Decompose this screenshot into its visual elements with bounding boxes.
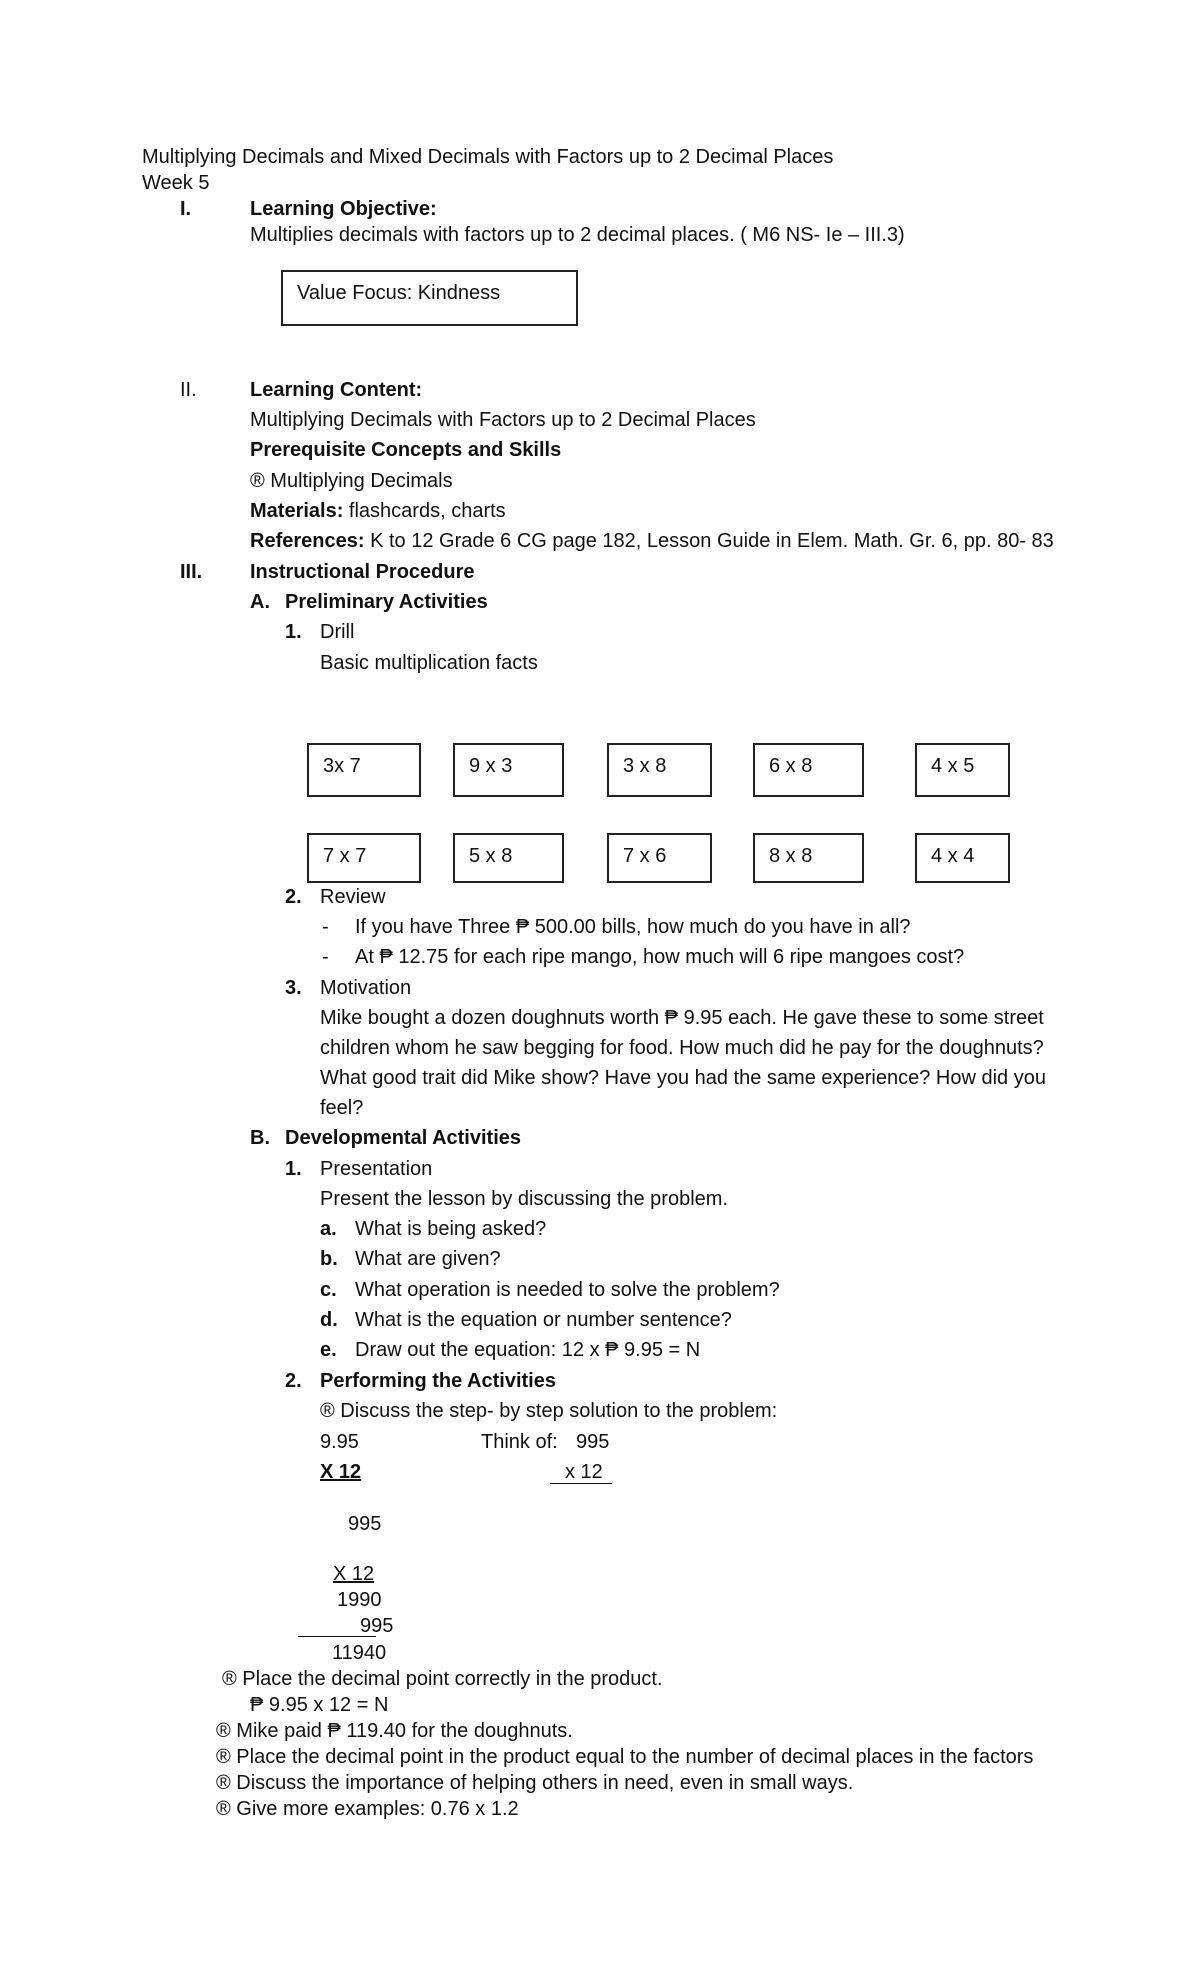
- question-text: What is being asked?: [355, 1218, 547, 1240]
- review-item: If you have Three ₱ 500.00 bills, how much do you have in all?: [355, 916, 911, 938]
- discuss-text: ® Discuss the step- by step solution to the problem:: [320, 1400, 778, 1422]
- think-multiplier: x 12: [565, 1461, 603, 1483]
- long-multiplicand: 995: [348, 1513, 382, 1535]
- flashcard-text: 6 x 8: [769, 755, 813, 777]
- flashcard-text: 4 x 5: [931, 755, 975, 777]
- motivation-heading: Motivation: [320, 977, 412, 999]
- question-text: What is the equation or number sentence?: [355, 1309, 732, 1331]
- mike-paid-text: ® Mike paid ₱ 119.40 for the doughnuts.: [216, 1720, 573, 1742]
- prerequisite-item: ® Multiplying Decimals: [250, 470, 453, 492]
- learning-objective-text: Multiplies decimals with factors up to 2 decimal places. ( M6 NS- Ie – III.3): [250, 224, 905, 246]
- performing-number: 2.: [285, 1370, 302, 1392]
- calc-multiplicand: 9.95: [320, 1431, 359, 1453]
- section-2-number: II.: [180, 379, 197, 401]
- motivation-number: 3.: [285, 977, 302, 999]
- question-letter: c.: [320, 1279, 337, 1301]
- think-label: Think of:: [481, 1431, 558, 1453]
- importance-text: ® Discuss the importance of helping others in need, even in small ways.: [216, 1772, 854, 1794]
- flashcard-text: 5 x 8: [469, 845, 513, 867]
- review-dash: -: [322, 916, 329, 938]
- flashcard-text: 3 x 8: [623, 755, 667, 777]
- references-text: K to 12 Grade 6 CG page 182, Lesson Guide in Elem. Math. Gr. 6, pp. 80- 83: [364, 530, 1054, 552]
- section-1-number: I.: [180, 198, 192, 220]
- section-1-heading: Learning Objective:: [250, 198, 437, 220]
- question-letter: d.: [320, 1309, 338, 1331]
- flashcard-text: 7 x 7: [323, 845, 367, 867]
- drill-text: Basic multiplication facts: [320, 652, 538, 674]
- motivation-line: feel?: [320, 1097, 364, 1119]
- flashcard-text: 7 x 6: [623, 845, 667, 867]
- flashcard: [915, 743, 1010, 797]
- question-letter: e.: [320, 1339, 337, 1361]
- part-b-label: B.: [250, 1127, 270, 1149]
- drill-heading: Drill: [320, 621, 355, 643]
- flashcard: [453, 743, 564, 797]
- references-line: [250, 529, 1054, 553]
- part-a-heading: Preliminary Activities: [285, 591, 488, 613]
- flashcard: [753, 833, 864, 883]
- section-3-number: III.: [180, 561, 203, 583]
- flashcard: [607, 743, 712, 797]
- materials-line: [250, 499, 506, 523]
- prerequisite-heading: Prerequisite Concepts and Skills: [250, 439, 562, 461]
- section-2-heading: Learning Content:: [250, 379, 423, 401]
- references-label: References:: [250, 530, 365, 552]
- document-title: Multiplying Decimals and Mixed Decimals with Factors up to 2 Decimal Places: [142, 146, 834, 168]
- value-focus-box: [281, 270, 578, 326]
- materials-label: Materials:: [250, 500, 344, 522]
- flashcard: [307, 743, 421, 797]
- flashcard-text: 9 x 3: [469, 755, 513, 777]
- think-multiplicand: 995: [576, 1431, 610, 1453]
- question-letter: b.: [320, 1248, 338, 1270]
- presentation-text: Present the lesson by discussing the problem.: [320, 1188, 728, 1210]
- flashcard: [753, 743, 864, 797]
- long-result: 11940: [332, 1642, 387, 1664]
- question-text: What are given?: [355, 1248, 501, 1270]
- decimal-rule-text: ® Place the decimal point in the product equal to the number of decimal places in the factors: [216, 1746, 1034, 1768]
- long-partial-1: 1990: [337, 1589, 382, 1611]
- motivation-line: What good trait did Mike show? Have you had the same experience? How did you: [320, 1067, 1046, 1089]
- flashcard: [453, 833, 564, 883]
- presentation-heading: Presentation: [320, 1158, 433, 1180]
- materials-text: flashcards, charts: [343, 500, 506, 522]
- part-b-heading: Developmental Activities: [285, 1127, 522, 1149]
- long-partial-2: 995: [360, 1615, 394, 1637]
- presentation-number: 1.: [285, 1158, 302, 1180]
- performing-heading: Performing the Activities: [320, 1370, 556, 1392]
- flashcard-text: 4 x 4: [931, 845, 975, 867]
- value-focus-text: Value Focus: Kindness: [297, 282, 501, 304]
- flashcard: [607, 833, 712, 883]
- motivation-line: children whom he saw begging for food. How much did he pay for the doughnuts?: [320, 1037, 1044, 1059]
- flashcard-text: 3x 7: [323, 755, 361, 777]
- motivation-line: Mike bought a dozen doughnuts worth ₱ 9.95 each. He gave these to some street: [320, 1007, 1044, 1029]
- question-letter: a.: [320, 1218, 337, 1240]
- section-3-heading: Instructional Procedure: [250, 561, 475, 583]
- place-decimal-text: ® Place the decimal point correctly in the product.: [222, 1668, 663, 1690]
- question-text: Draw out the equation: 12 x ₱ 9.95 = N: [355, 1339, 701, 1361]
- question-text: What operation is needed to solve the problem?: [355, 1279, 780, 1301]
- review-number: 2.: [285, 886, 302, 908]
- flashcard: [915, 833, 1010, 883]
- calc-multiplier: X 12: [320, 1461, 362, 1483]
- flashcard: [307, 833, 421, 883]
- review-dash: -: [322, 946, 329, 968]
- review-item: At ₱ 12.75 for each ripe mango, how much will 6 ripe mangoes cost?: [355, 946, 965, 968]
- part-a-label: A.: [250, 591, 270, 613]
- more-examples-text: ® Give more examples: 0.76 x 1.2: [216, 1798, 519, 1820]
- week-label: Week 5: [142, 172, 210, 194]
- learning-content-topic: Multiplying Decimals with Factors up to 2 Decimal Places: [250, 409, 756, 431]
- review-heading: Review: [320, 886, 386, 908]
- long-multiplier: X 12: [333, 1563, 375, 1585]
- equation-text: ₱ 9.95 x 12 = N: [250, 1694, 389, 1716]
- drill-number: 1.: [285, 621, 302, 643]
- flashcard-text: 8 x 8: [769, 845, 813, 867]
